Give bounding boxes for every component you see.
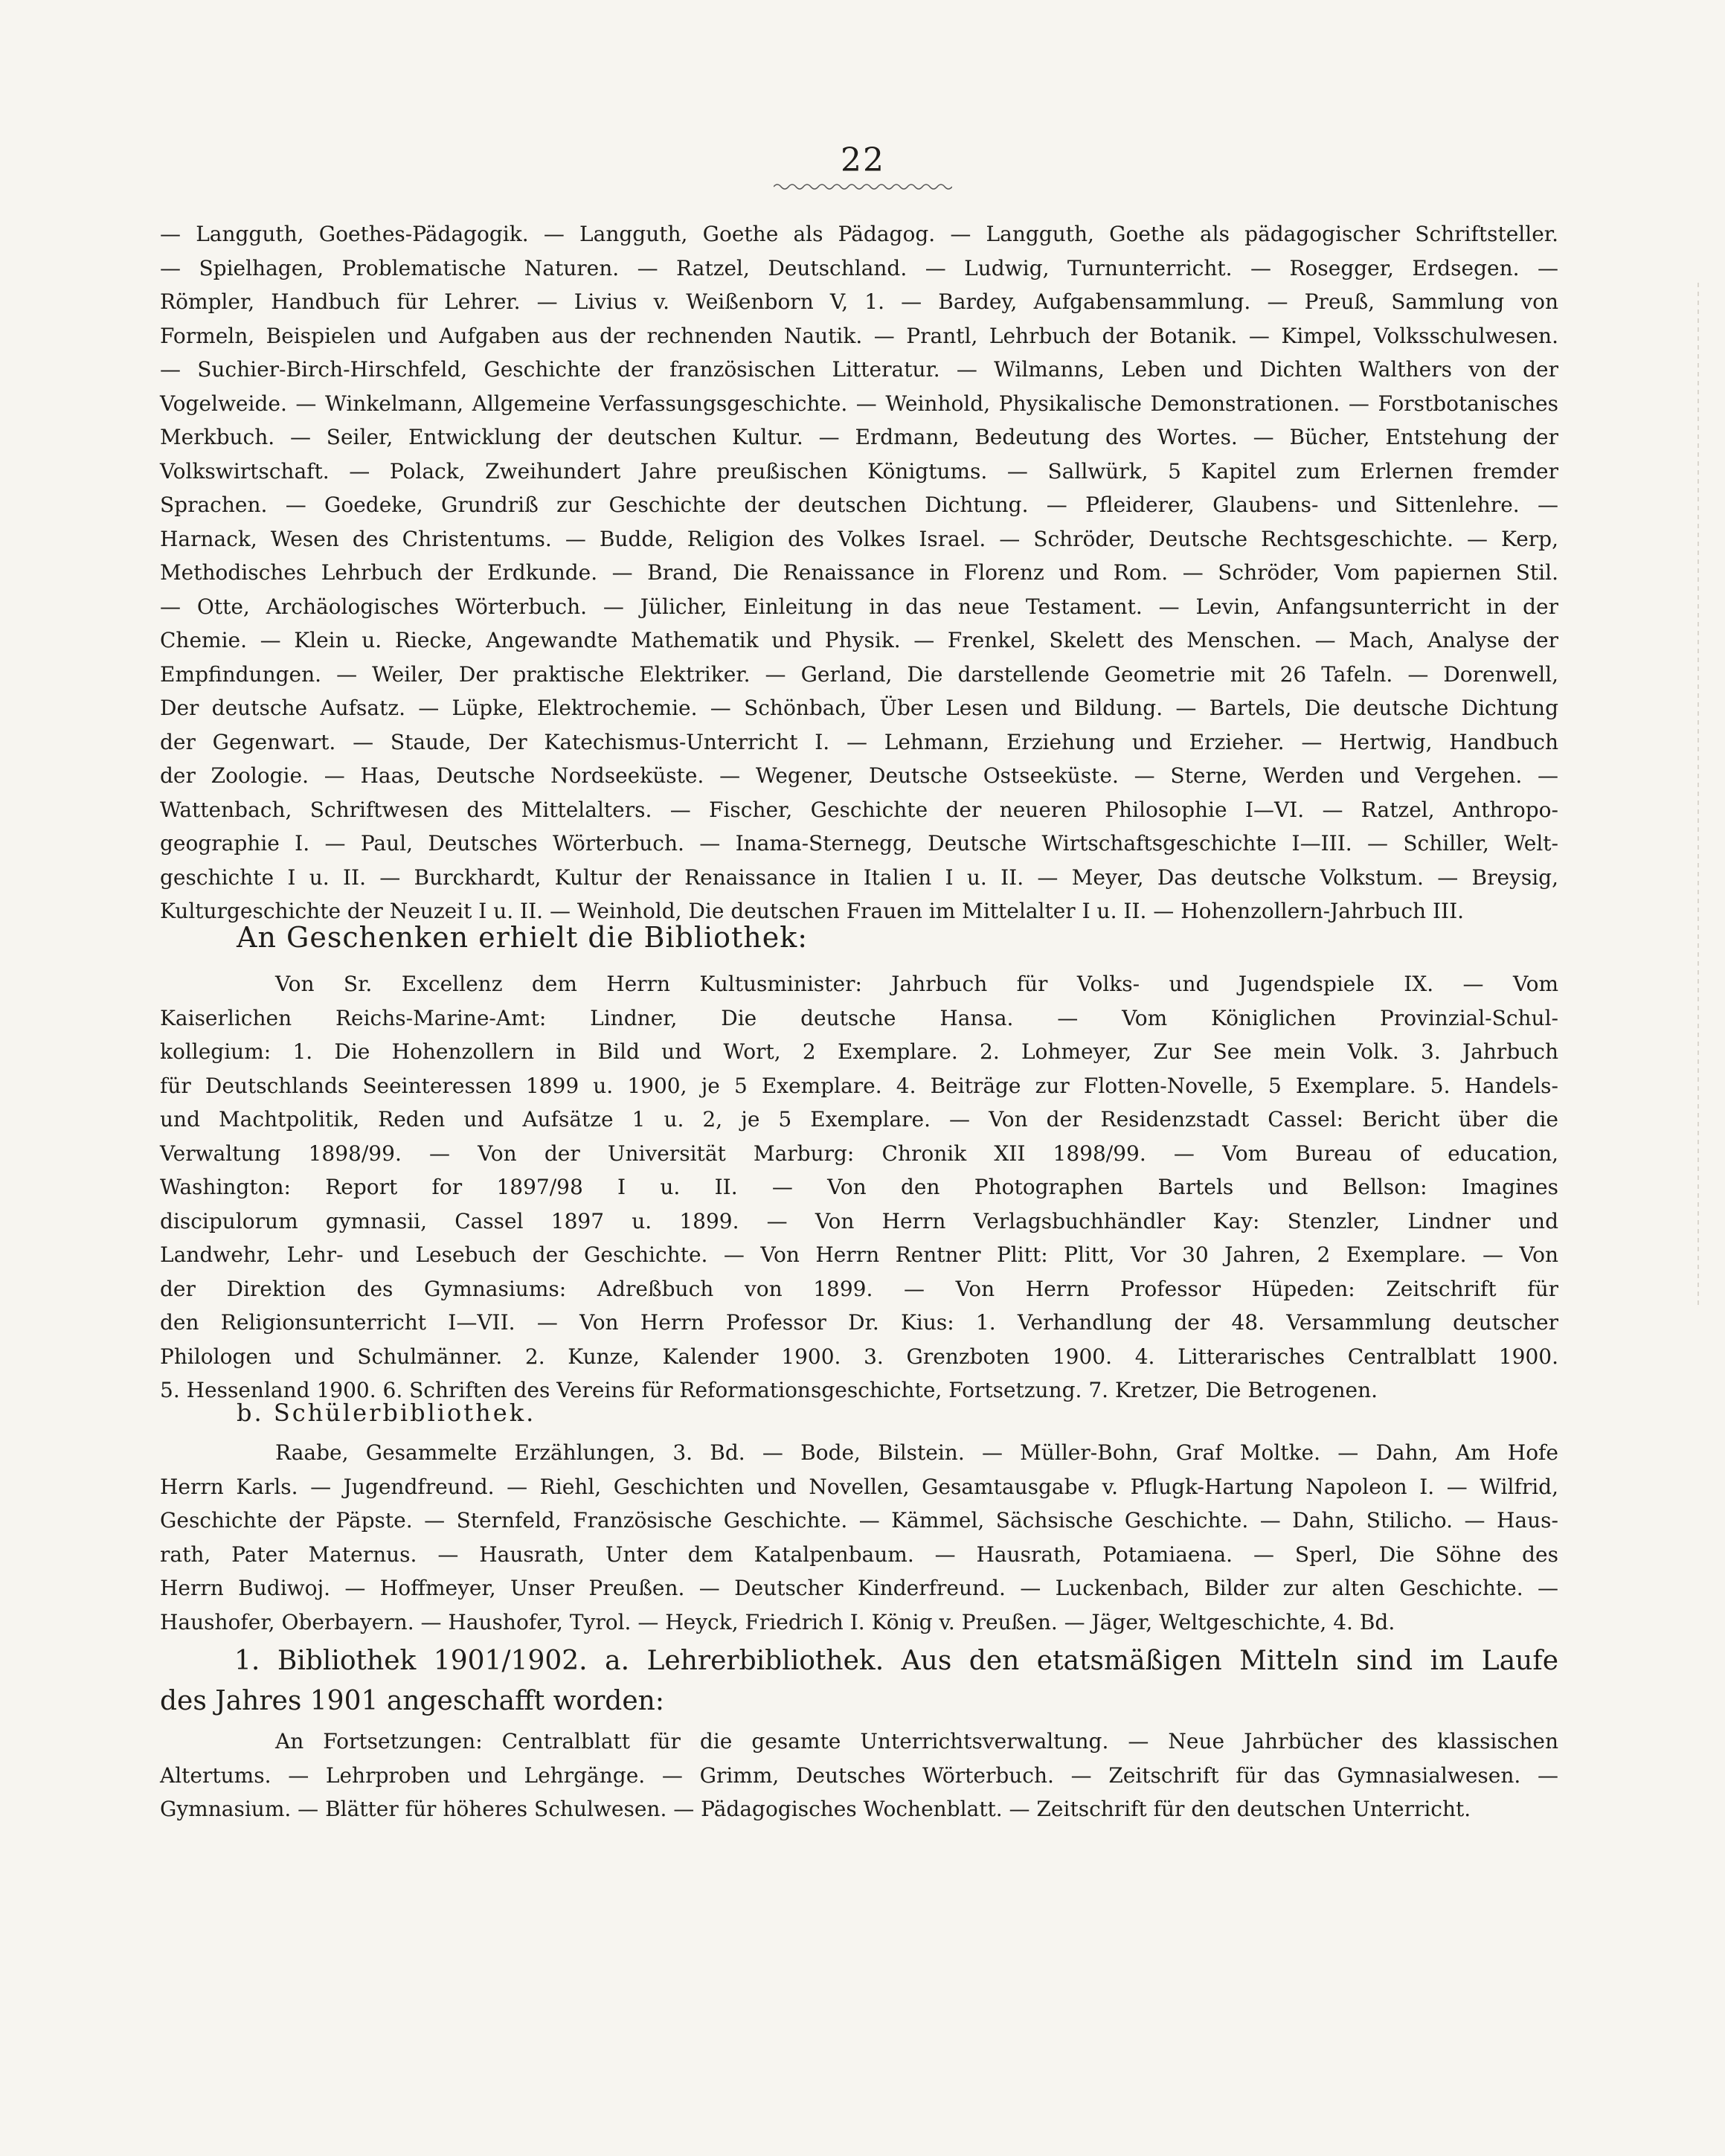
text-line: Philologen und Schulmänner. 2. Kunze, Kalender 1900. 3. Grenzboten 1900. 4. Litterarisches Centralblatt 1900. bbox=[160, 1344, 1558, 1369]
text-line: Merkbuch. — Seiler, Entwicklung der deutschen Kultur. — Erdmann, Bedeutung des Wortes. — Bücher, Entstehung der bbox=[160, 425, 1558, 449]
text-line: Sprachen. — Goedeke, Grundriß zur Geschichte der deutschen Dichtung. — Pfleiderer, Glaubens- und Sittenlehre. — bbox=[160, 493, 1558, 517]
text-line: Herrn Karls. — Jugendfreund. — Riehl, Geschichten und Novellen, Gesamtausgabe v. Pflugk-Hartung Napoleon I. — Wilfrid, bbox=[160, 1474, 1558, 1499]
text-line: Chemie. — Klein u. Riecke, Angewandte Mathematik und Physik. — Frenkel, Skelett des Menschen. — Mach, Analyse der bbox=[160, 628, 1558, 652]
text-line: Volkswirtschaft. — Polack, Zweihundert Jahre preußischen Königtums. — Sallwürk, 5 Kapitel zum Erlernen fremder bbox=[160, 458, 1558, 484]
ornament-divider bbox=[774, 182, 952, 192]
lehrer-list bbox=[160, 217, 1558, 928]
text-line: — Suchier-Birch-Hirschfeld, Geschichte der französischen Litteratur. — Wilmanns, Leben und Dichten Walthers von der bbox=[160, 357, 1558, 382]
text-line: Vogelweide. — Winkelmann, Allgemeine Verfassungsgeschichte. — Weinhold, Physikalische Demonstrationen. — Forstbotanisches bbox=[160, 391, 1558, 416]
geschenke-heading: An Geschenken erhielt die Bibliothek: bbox=[237, 921, 809, 954]
text-line: Der deutsche Aufsatz. — Lüpke, Elektrochemie. — Schönbach, Über Lesen und Bildung. — Bartels, Die deutsche Dichtung bbox=[160, 696, 1558, 720]
text-line: der Direktion des Gymnasiums: Adreßbuch von 1899. — Von Herrn Professor Hüpeden: Zeitschrift für bbox=[160, 1276, 1558, 1301]
margin-bleed-rule bbox=[1697, 283, 1699, 1309]
text-line: Von Sr. Excellenz dem Herrn Kultusminister: Jahrbuch für Volks- und Jugendspiele IX. — Vom bbox=[275, 972, 1558, 996]
text-line: Römpler, Handbuch für Lehrer. — Livius v. Weißenborn V, 1. — Bardey, Aufgabensammlung. — Preuß, Sammlung von bbox=[160, 289, 1558, 314]
text-line: Gymnasium. — Blätter für höheres Schulwesen. — Pädagogisches Wochenblatt. — Zeitschrift für den deutschen Unterricht. bbox=[160, 1797, 1471, 1821]
text-line: — Langguth, Goethes-Pädagogik. — Langguth, Goethe als Pädagog. — Langguth, Goethe als pädagogischer Schriftsteller. bbox=[160, 222, 1558, 246]
text-line: geschichte I u. II. — Burckhardt, Kultur der Renaissance in Italien I u. II. — Meyer, Das deutsche Volkstum. — Breysig, bbox=[160, 864, 1558, 890]
schueler-list bbox=[160, 1436, 1558, 1639]
text-line: des Jahres 1901 angeschafft worden: bbox=[160, 1686, 664, 1716]
text-line: Formeln, Beispielen und Aufgaben aus der rechnenden Nautik. — Prantl, Lehrbuch der Botanik. — Kimpel, Volksschulwesen. bbox=[160, 323, 1558, 348]
text-line: rath, Pater Maternus. — Hausrath, Unter dem Katalpenbaum. — Hausrath, Potamiaena. — Sperl, Die Söhne des bbox=[160, 1541, 1558, 1567]
text-line: 1. Bibliothek 1901/1902. a. Lehrerbibliothek. Aus den etatsmäßigen Mitteln sind im Laufe bbox=[234, 1646, 1558, 1676]
text-line: Haushofer, Oberbayern. — Haushofer, Tyrol. — Heyck, Friedrich I. König v. Preußen. — Jäger, Weltgeschichte, 4. Bd. bbox=[160, 1609, 1395, 1634]
text-line: der Zoologie. — Haas, Deutsche Nordseeküste. — Wegener, Deutsche Ostseeküste. — Sterne, Werden und Vergehen. — bbox=[160, 763, 1558, 788]
text-line: 5. Hessenland 1900. 6. Schriften des Vereins für Reformationsgeschichte, Fortsetzung. 7. Kretzer, Die Betrogenen. bbox=[160, 1378, 1378, 1402]
text-line: Herrn Budiwoj. — Hoffmeyer, Unser Preußen. — Deutscher Kinderfreund. — Luckenbach, Bilder zur alten Geschichte. — bbox=[160, 1576, 1558, 1600]
text-line: Kaiserlichen Reichs-Marine-Amt: Lindner, Die deutsche Hansa. — Vom Königlichen Provinzial-Schul- bbox=[160, 1005, 1558, 1030]
text-line: Washington: Report for 1897/98 I u. II. — Von den Photographen Bartels und Bellson: Imagines bbox=[160, 1175, 1558, 1199]
text-line: Geschichte der Päpste. — Sternfeld, Französische Geschichte. — Kämmel, Sächsische Geschichte. — Dahn, Stilicho. — Haus- bbox=[160, 1508, 1558, 1533]
text-line: Raabe, Gesammelte Erzählungen, 3. Bd. — Bode, Bilstein. — Müller-Bohn, Graf Moltke. — Dahn, Am Hofe bbox=[275, 1440, 1558, 1465]
text-line: den Religionsunterricht I—VII. — Von Herrn Professor Dr. Kius: 1. Verhandlung der 48. Versammlung deutscher bbox=[160, 1310, 1558, 1335]
text-line: Empfindungen. — Weiler, Der praktische Elektriker. — Gerland, Die darstellende Geometrie mit 26 Tafeln. — Dorenwell, bbox=[160, 661, 1558, 687]
text-line: Methodisches Lehrbuch der Erdkunde. — Brand, Die Renaissance in Florenz und Rom. — Schröder, Vom papiernen Stil. bbox=[160, 560, 1558, 585]
text-line: An Fortsetzungen: Centralblatt für die gesamte Unterrichtsverwaltung. — Neue Jahrbücher des klassischen bbox=[275, 1729, 1558, 1754]
text-line: kollegium: 1. Die Hohenzollern in Bild und Wort, 2 Exemplare. 2. Lohmeyer, Zur See mein Volk. 3. Jahrbuch bbox=[160, 1039, 1558, 1064]
text-line: der Gegenwart. — Staude, Der Katechismus-Unterricht I. — Lehmann, Erziehung und Erzieher. — Hertwig, Handbuch bbox=[160, 729, 1558, 754]
text-line: discipulorum gymnasii, Cassel 1897 u. 1899. — Von Herrn Verlagsbuchhändler Kay: Stenzler, Lindner und bbox=[160, 1208, 1558, 1233]
text-line: — Spielhagen, Problematische Naturen. — Ratzel, Deutschland. — Ludwig, Turnunterricht. — Rosegger, Erdsegen. — bbox=[160, 255, 1558, 280]
text-line: und Machtpolitik, Reden und Aufsätze 1 u. 2, je 5 Exemplare. — Von der Residenzstadt Cassel: Bericht über die bbox=[160, 1107, 1558, 1132]
text-line: — Otte, Archäologisches Wörterbuch. — Jülicher, Einleitung in das neue Testament. — Levin, Anfangsunterricht in der bbox=[160, 594, 1558, 619]
schueler-heading: b. Schülerbibliothek. bbox=[237, 1399, 536, 1427]
geschenke-list bbox=[160, 967, 1558, 1408]
text-line: Wattenbach, Schriftwesen des Mittelalters. — Fischer, Geschichte der neueren Philosophie I—VI. — Ratzel, Anthropo- bbox=[160, 797, 1558, 822]
text-line: Altertums. — Lehrproben und Lehrgänge. — Grimm, Deutsches Wörterbuch. — Zeitschrift für das Gymnasialwesen. — bbox=[160, 1762, 1558, 1788]
page-number: 22 bbox=[841, 141, 885, 179]
text-line: Kulturgeschichte der Neuzeit I u. II. — Weinhold, Die deutschen Frauen im Mittelalter I u. II. — Hohenzollern-Jahrbuch III. bbox=[160, 899, 1465, 923]
text-line: Verwaltung 1898/99. — Von der Universität Marburg: Chronik XII 1898/99. — Vom Bureau of education, bbox=[160, 1140, 1558, 1166]
text-line: geographie I. — Paul, Deutsches Wörterbuch. — Inama-Sternegg, Deutsche Wirtschaftsgeschichte I—III. — Schiller, Welt- bbox=[160, 831, 1558, 856]
fortsetzungen-list bbox=[160, 1725, 1558, 1826]
text-line: für Deutschlands Seeinteressen 1899 u. 1900, je 5 Exemplare. 4. Beiträge zur Flotten-Novelle, 5 Exemplare. 5. Handels- bbox=[160, 1073, 1558, 1098]
text-line: Harnack, Wesen des Christentums. — Budde, Religion des Volkes Israel. — Schröder, Deutsche Rechtsgeschichte. — Kerp, bbox=[160, 526, 1558, 551]
section-1902-heading bbox=[160, 1641, 1558, 1722]
text-line: Landwehr, Lehr- und Lesebuch der Geschichte. — Von Herrn Rentner Plitt: Plitt, Vor 30 Jahren, 2 Exemplare. — Von bbox=[160, 1242, 1558, 1267]
